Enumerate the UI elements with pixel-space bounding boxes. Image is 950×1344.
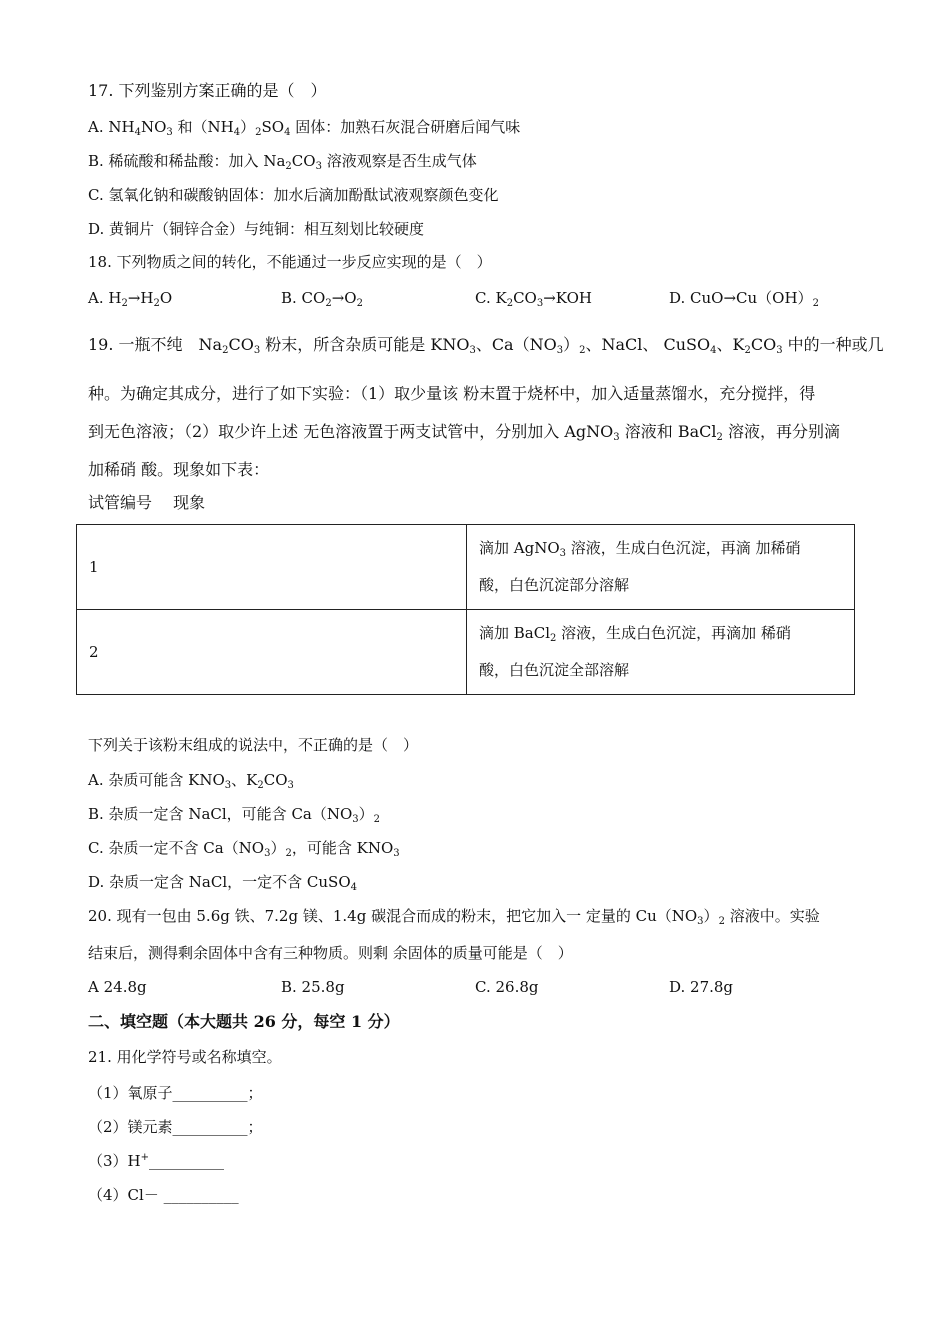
- q21-item-4: （4）Cl－ __________: [88, 1186, 239, 1204]
- q19-table-header: 试管编号 现象: [88, 493, 206, 512]
- q20-option-a: A 24.8g: [88, 978, 147, 996]
- q20-line-2: 结束后，测得剩余固体中含有三种物质。则剩 余固体的质量可能是（ ）: [88, 944, 573, 962]
- q19-line-4: 加稀硝 酸。现象如下表：: [88, 460, 270, 479]
- q20-line-1: 20. 现有一包由 5.6g 铁、7.2g 镁、1.4g 碳混合而成的粉末，把它加入一 定量的 $Cu(NO_3)_2$ 溶液中。实验: [88, 907, 820, 927]
- q20-option-d: D. 27.8g: [669, 978, 734, 996]
- q20-option-b: B. 25.8g: [281, 978, 345, 996]
- q21-item-2: （2）镁元素__________；: [88, 1118, 263, 1136]
- q19-line-2: 种。为确定其成分，进行了如下实验：（1）取少量该 粉末置于烧杯中，加入适量蒸馏水，充分搅拌，得: [88, 384, 816, 403]
- tube-number: 2: [77, 610, 467, 695]
- tube-number: 1: [77, 525, 467, 610]
- q19-line-1: 19. 一瓶不纯 $Na_2CO_3$ 粉末，所含杂质可能是 $KNO_3$、$Ca(NO_3)_2$、NaCl、 CuSO$_4$、$K_2CO_3$ 中的一种或几: [88, 335, 884, 356]
- q18-option-d: D. $CuO\to Cu(OH)_2$: [669, 289, 819, 309]
- q21-item-1: （1）氧原子__________；: [88, 1084, 263, 1102]
- q19-option-b: B. 杂质一定含 NaCl，可能含 $Ca(NO_3)_2$: [88, 805, 381, 825]
- q19-ask: 下列关于该粉末组成的说法中，不正确的是（ ）: [88, 736, 419, 754]
- phenomenon-cell: 滴加 AgNO$_3$ 溶液，生成白色沉淀，再滴 加稀硝 酸，白色沉淀部分溶解: [467, 525, 855, 610]
- q17-stem: 17. 下列鉴别方案正确的是（ ）: [88, 81, 327, 100]
- q18-stem: 18. 下列物质之间的转化，不能通过一步反应实现的是（ ）: [88, 253, 492, 271]
- q17-option-a: A. $NH_4NO_3$ 和$(NH_4)_2SO_4$ 固体：加熟石灰混合研磨后闻气味: [88, 118, 521, 138]
- q17-option-c: C. 氢氧化钠和碳酸钠固体：加水后滴加酚酞试液观察颜色变化: [88, 186, 499, 204]
- q20-option-c: C. 26.8g: [475, 978, 539, 996]
- q19-option-a: A. 杂质可能含 $KNO_3$、$K_2CO_3$: [88, 771, 294, 791]
- q19-option-c: C. 杂质一定不含 $Ca(NO_3)_2$，可能含 $KNO_3$: [88, 839, 400, 859]
- q19-option-d: D. 杂质一定含 NaCl，一定不含 CuSO$_4$: [88, 873, 357, 893]
- section-heading: 二、填空题（本大题共 26 分，每空 1 分）: [88, 1012, 400, 1031]
- q21-stem: 21. 用化学符号或名称填空。: [88, 1048, 282, 1066]
- q17-option-b: B. 稀硫酸和稀盐酸：加入 $Na_2CO_3$ 溶液观察是否生成气体: [88, 152, 477, 172]
- q17-option-d: D. 黄铜片（铜锌合金）与纯铜：相互刻划比较硬度: [88, 220, 425, 238]
- table-row: [77, 610, 855, 695]
- q18-option-b: B. $CO_2\to O_2$: [281, 289, 363, 309]
- experiment-table: [76, 524, 855, 695]
- phenomenon-cell: 滴加 BaCl$_2$ 溶液，生成白色沉淀，再滴加 稀硝 酸，白色沉淀全部溶解: [467, 610, 855, 695]
- q18-option-a: A. $H_2\to H_2O$: [88, 289, 173, 309]
- q21-item-3: （3）H+__________: [88, 1152, 225, 1170]
- q19-line-3: 到无色溶液；（2）取少许上述 无色溶液置于两支试管中，分别加入 AgNO$_3$ 溶液和 BaCl$_2$ 溶液，再分别滴: [88, 422, 840, 443]
- q18-option-c: C. $K_2CO_3\to KOH$: [475, 289, 592, 309]
- table-row: [77, 525, 855, 610]
